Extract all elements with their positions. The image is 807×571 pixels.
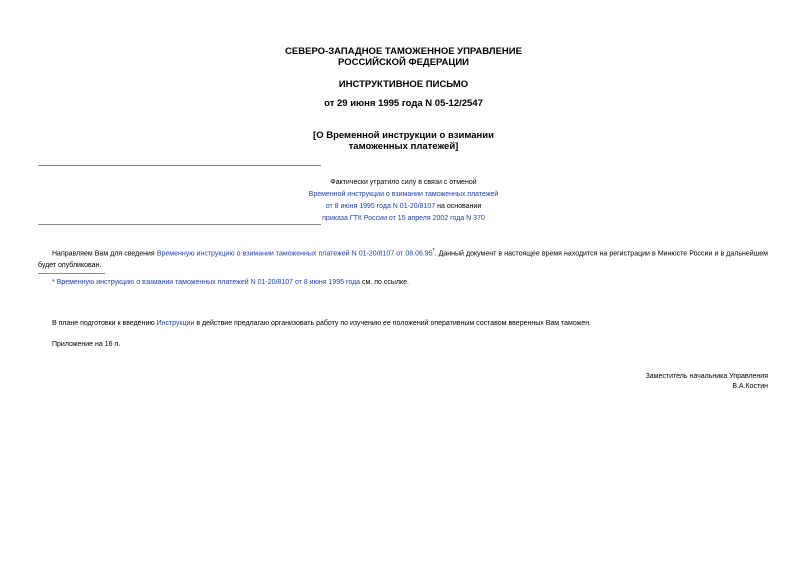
signature-position: Заместитель начальника Управления [645, 373, 768, 380]
status-block [200, 177, 607, 225]
document-title-line1: [О Временной инструкции о взимании [313, 130, 494, 141]
status-line1: Фактически утратило силу в связи с отменой [330, 179, 477, 186]
paragraph-1 [38, 245, 768, 272]
status-link-order[interactable]: приказа ГТК России от 15 апреля 2002 года N 370 [322, 215, 485, 222]
divider-top [38, 165, 321, 166]
attachment-note: Приложение на 16 л. [52, 341, 121, 348]
signature-name: В.А.Костин [732, 383, 768, 390]
paragraph-2 [52, 318, 768, 330]
status-link-date[interactable]: от 8 июня 1995 года N 01-20/8107 [325, 203, 436, 210]
document-type: ИНСТРУКТИВНОЕ ПИСЬМО [338, 79, 469, 90]
p1-instruction-link[interactable]: Временную инструкцию о взимании таможенных платежей N 01-20/8107 от 08.06.95 [156, 250, 433, 258]
org-name-line2: РОССИЙСКОЙ ФЕДЕРАЦИИ [337, 57, 469, 68]
p1-suffix: . Данный документ в настоящее время находится на регистрации в Минюсте России и в дальнейшем будет опубликован. [38, 250, 768, 270]
p2-suffix: в действие предлагаю организовать работу по изучению ее положений оперативным составом вверенных Вам таможен. [194, 320, 592, 327]
document-title-line2: таможенных платежей] [348, 141, 459, 152]
footnote-suffix: см. по ссылке. [360, 279, 409, 286]
document-date: от 29 июня 1995 года N 05-12/2547 [324, 98, 483, 109]
footnote-divider [38, 273, 105, 274]
p2-instruction-link[interactable]: Инструкции [156, 320, 195, 327]
status-line3-suffix: на основании [435, 203, 482, 210]
org-name-line1: СЕВЕРО-ЗАПАДНОЕ ТАМОЖЕННОЕ УПРАВЛЕНИЕ [285, 46, 522, 57]
footnote [52, 277, 768, 289]
footnote-link[interactable]: * Временную инструкцию о взимании таможенных платежей N 01-20/8107 от 8 июня 1995 года [52, 279, 361, 286]
divider-bottom [38, 224, 321, 225]
status-link-instruction[interactable]: Временной инструкции о взимании таможенных платежей [308, 191, 499, 198]
p1-prefix: Направляем Вам для сведения [52, 250, 157, 258]
p2-prefix: В плане подготовки к введению [52, 320, 157, 327]
p1-footnote-mark: * [432, 248, 435, 254]
